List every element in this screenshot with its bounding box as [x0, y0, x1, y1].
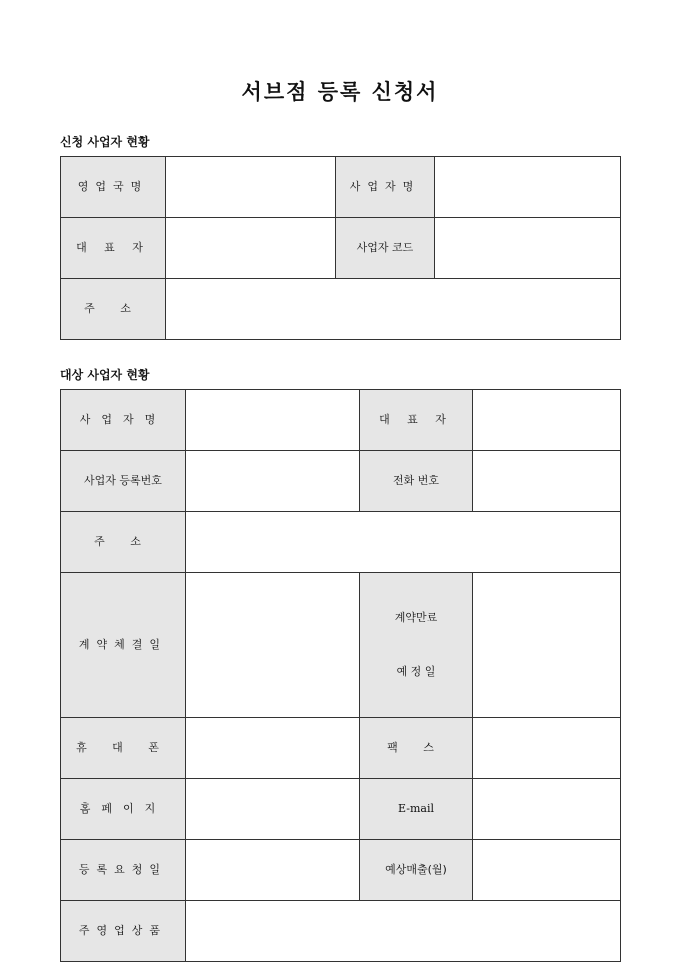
email-label: E-mail [360, 779, 473, 840]
request-date-field[interactable] [186, 840, 360, 901]
mobile-label: 휴 대 폰 [61, 718, 186, 779]
contract-end-label [360, 573, 473, 718]
table-row [61, 279, 621, 340]
target-operator-name-field[interactable] [186, 390, 360, 451]
table-row [61, 779, 621, 840]
target-address-label: 주 소 [61, 512, 186, 573]
table-row [61, 840, 621, 901]
applicant-section-heading: 신청 사업자 현황 [60, 135, 150, 149]
homepage-label: 홈페이지 [61, 779, 186, 840]
applicant-info-table [60, 156, 621, 340]
business-name-field[interactable] [166, 157, 336, 218]
table-row [61, 512, 621, 573]
representative-label: 대 표 자 [61, 218, 166, 279]
main-products-field[interactable] [186, 901, 621, 962]
table-row [61, 157, 621, 218]
expected-sales-label: 예상매출(월) [360, 840, 473, 901]
table-row [61, 390, 621, 451]
table-row [61, 718, 621, 779]
target-operator-name-label: 사업자명 [61, 390, 186, 451]
contract-end-field[interactable] [473, 573, 621, 718]
expected-sales-field[interactable] [473, 840, 621, 901]
table-row [61, 451, 621, 512]
table-row [61, 901, 621, 962]
registration-number-field[interactable] [186, 451, 360, 512]
fax-label: 팩 스 [360, 718, 473, 779]
contract-date-field[interactable] [186, 573, 360, 718]
homepage-field[interactable] [186, 779, 360, 840]
address-field[interactable] [166, 279, 621, 340]
address-label: 주 소 [61, 279, 166, 340]
main-products-label: 주영업상품 [61, 901, 186, 962]
table-row [61, 573, 621, 718]
operator-code-field[interactable] [435, 218, 621, 279]
contract-end-label-line1: 계약만료 [394, 611, 438, 624]
operator-name-field[interactable] [435, 157, 621, 218]
business-name-label: 영업국명 [61, 157, 166, 218]
request-date-label: 등록요청일 [61, 840, 186, 901]
representative-field[interactable] [166, 218, 336, 279]
contract-date-label: 계약체결일 [61, 573, 186, 718]
target-info-table [60, 389, 621, 962]
contract-end-label-line2: 예 정 일 [396, 665, 436, 678]
phone-field[interactable] [473, 451, 621, 512]
operator-name-label: 사업자명 [336, 157, 435, 218]
mobile-field[interactable] [186, 718, 360, 779]
table-row [61, 218, 621, 279]
target-address-field[interactable] [186, 512, 621, 573]
target-section-heading: 대상 사업자 현황 [60, 368, 150, 382]
target-representative-label: 대 표 자 [360, 390, 473, 451]
target-representative-field[interactable] [473, 390, 621, 451]
phone-label: 전화 번호 [360, 451, 473, 512]
operator-code-label: 사업자 코드 [336, 218, 435, 279]
fax-field[interactable] [473, 718, 621, 779]
email-field[interactable] [473, 779, 621, 840]
document-title: 서브점 등록 신청서 [241, 79, 439, 104]
registration-number-label: 사업자 등록번호 [61, 451, 186, 512]
